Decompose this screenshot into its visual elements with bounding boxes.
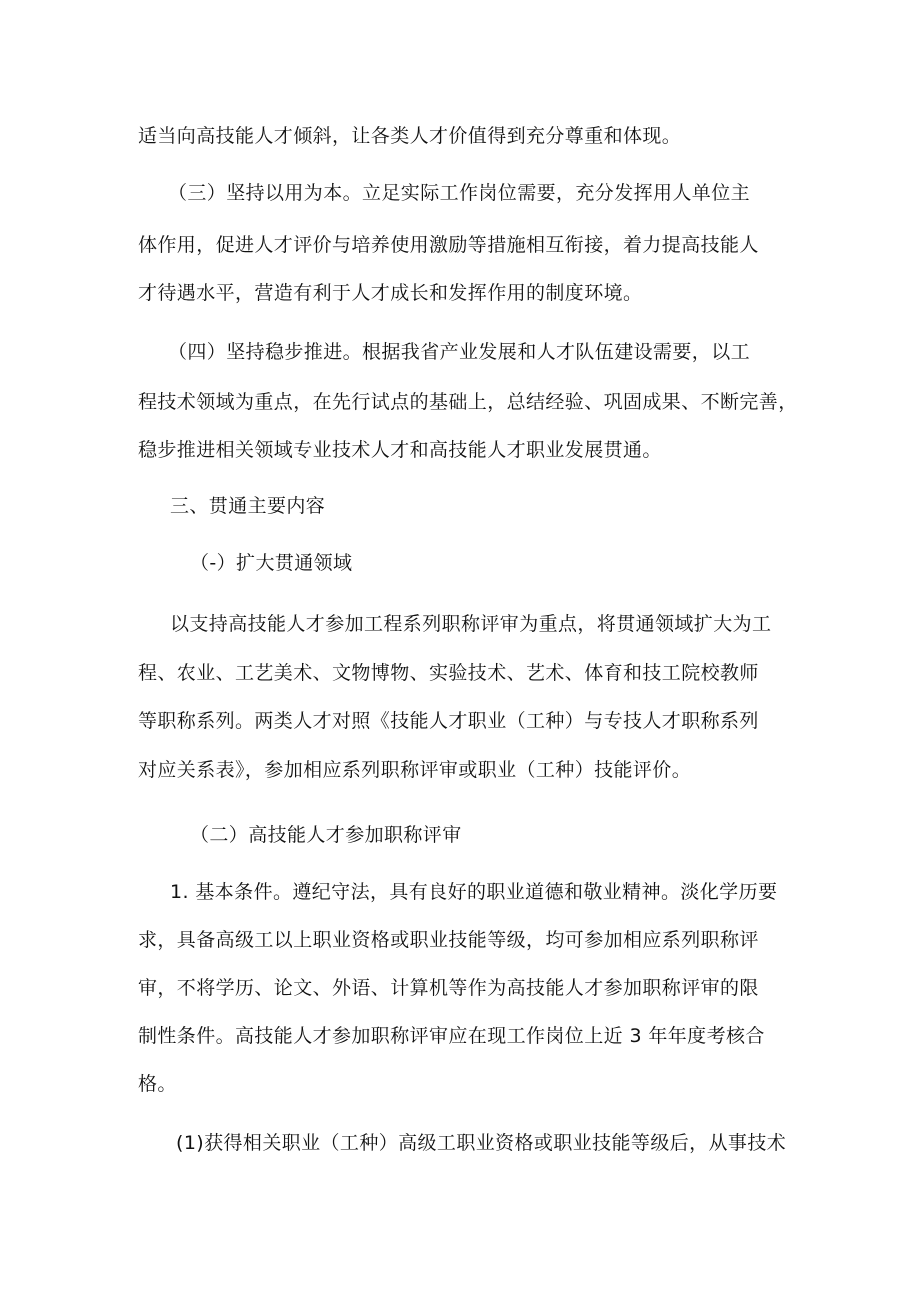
paragraph-6-line-1: 1. 基本条件。遵纪守法，具有良好的职业道德和敬业精神。淡化学历要	[170, 881, 778, 903]
subsection-heading-2: （二）高技能人才参加职称评审	[190, 824, 462, 846]
paragraph-6-line-4: 制性条件。高技能人才参加职称评审应在现工作岗位上近 3 年年度考核合	[138, 1025, 765, 1047]
section-heading: 三、贯通主要内容	[170, 495, 326, 517]
text-line-1: 适当向高技能人才倾斜，让各类人才价值得到充分尊重和体现。	[138, 125, 682, 147]
paragraph-5-line-3: 等职称系列。两类人才对照《技能人才职业（工种）与专技人才职称系列	[138, 710, 759, 732]
paragraph-4-line-1: （四）坚持稳步推进。根据我省产业发展和人才队伍建设需要，以工	[168, 341, 751, 363]
subsection-heading-1: （-）扩大贯通领域	[190, 552, 353, 574]
paragraph-7-line-1: (1)获得相关职业（工种）高级工职业资格或职业技能等级后，从事技术	[176, 1132, 787, 1154]
paragraph-6-line-5: 格。	[138, 1073, 177, 1095]
paragraph-3-line-3: 才待遇水平，营造有利于人才成长和发挥作用的制度环境。	[138, 282, 643, 304]
paragraph-4-line-3: 稳步推进相关领域专业技术人才和高技能人才职业发展贯通。	[138, 439, 662, 461]
paragraph-5-line-4: 对应关系表》，参加相应系列职称评审或职业（工种）技能评价。	[138, 759, 692, 781]
paragraph-6-line-3: 审，不将学历、论文、外语、计算机等作为高技能人才参加职称评审的限	[138, 977, 759, 999]
paragraph-3-line-1: （三）坚持以用为本。立足实际工作岗位需要，充分发挥用人单位主	[168, 182, 751, 204]
paragraph-6-line-2: 求，具备高级工以上职业资格或职业技能等级，均可参加相应系列职称评	[138, 929, 759, 951]
paragraph-5-line-2: 程、农业、工艺美术、文物博物、实验技术、艺术、体育和技工院校教师	[138, 662, 759, 684]
paragraph-4-line-2: 程技术领域为重点，在先行试点的基础上，总结经验、巩固成果、不断完善，	[138, 391, 798, 413]
paragraph-3-line-2: 体作用，促进人才评价与培养使用激励等措施相互衔接，着力提高技能人	[138, 234, 759, 256]
paragraph-5-line-1: 以支持高技能人才参加工程系列职称评审为重点，将贯通领域扩大为工	[170, 613, 772, 635]
